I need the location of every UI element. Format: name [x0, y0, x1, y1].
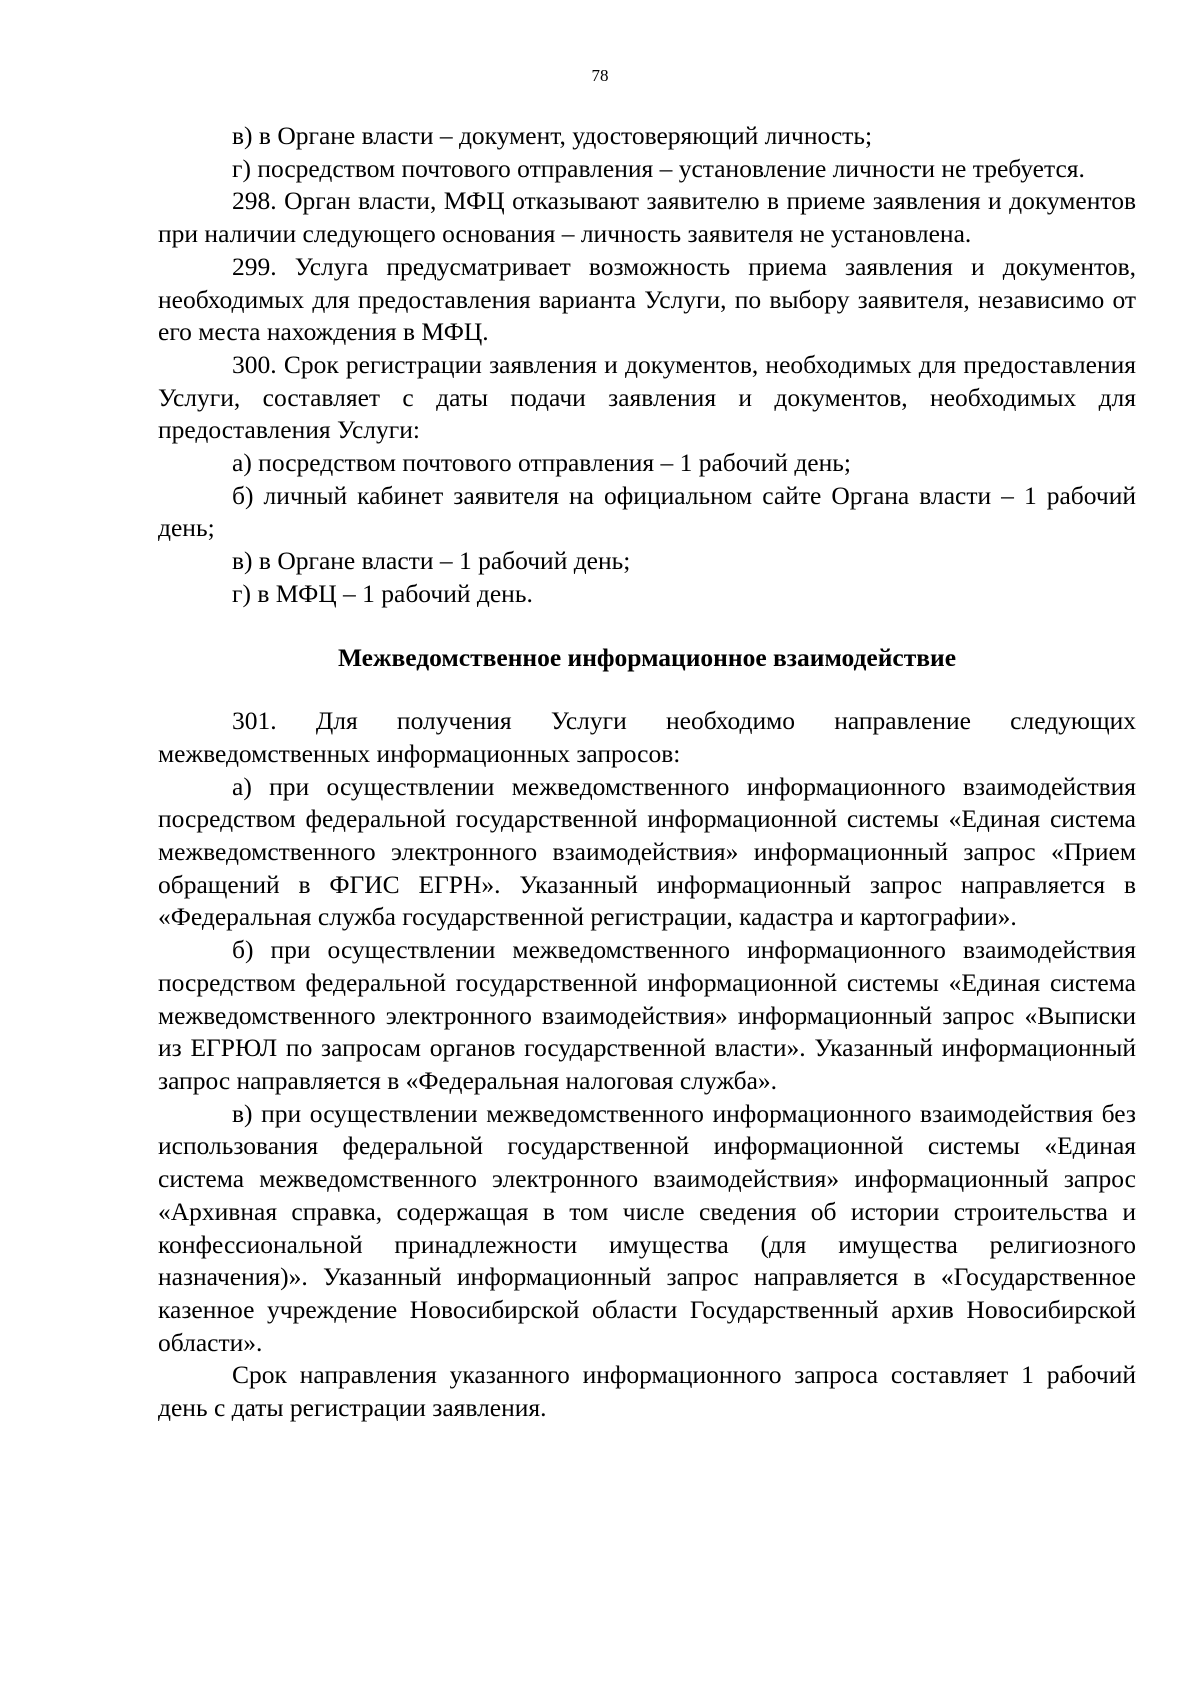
paragraph: г) посредством почтового отправления – установление личности не требуется. [232, 153, 1085, 183]
paragraph: б) личный кабинет заявителя на официальном сайте Органа власти – 1 рабочий день; [158, 480, 1136, 543]
page-number: 78 [591, 66, 609, 85]
paragraph: в) в Органе власти – документ, удостоверяющий личность; [232, 121, 873, 150]
paragraph: 298. Орган власти, МФЦ отказывают заявителю в приеме заявления и документов при наличии следующего основания – личность заявителя не установлена. [158, 186, 1136, 249]
paragraph: 299. Услуга предусматривает возможность приема заявления и документов, необходимых для предоставления варианта Услуги, по выбору заявителя, независимо от его места нахождения в МФЦ. [158, 251, 1136, 347]
section-heading: Межведомственное информационное взаимодействие [337, 642, 957, 672]
paragraph: б) при осуществлении межведомственного информационного взаимодействия посредством федеральной государственной информационной системы «Единая система межведомственного электронного взаимодействия» информационный запрос «Выписки из ЕГРЮЛ по запросам органов государственной власти». Указанный информационный запрос направляется в «Федеральная налоговая служба». [158, 935, 1136, 1095]
paragraph: 301. Для получения Услуги необходимо направление следующих межведомственных информационных запросов: [158, 706, 1136, 768]
paragraph: в) в Органе власти – 1 рабочий день; [232, 546, 631, 576]
paragraph: Срок направления указанного информационного запроса составляет 1 рабочий день с даты регистрации заявления. [158, 1360, 1136, 1423]
paragraph: в) при осуществлении межведомственного информационного взаимодействия без использования федеральной государственной информационной системы «Единая система межведомственного электронного взаимодействия» информационный запрос «Архивная справка, содержащая в том числе сведения об истории строительства и конфессиональной принадлежности имущества (для имущества религиозного назначения)». Указанный информационный запрос направляется в «Государственное казенное учреждение Новосибирской области Государственный архив Новосибирской области». [158, 1098, 1136, 1357]
paragraph: г) в МФЦ – 1 рабочий день. [232, 578, 533, 608]
paragraph: а) посредством почтового отправления – 1 рабочий день; [232, 448, 851, 478]
paragraph: 300. Срок регистрации заявления и документов, необходимых для предоставления Услуги, составляет с даты подачи заявления и документов, необходимых для предоставления Услуги: [158, 349, 1136, 445]
document-body [158, 120, 1136, 1425]
paragraph: а) при осуществлении межведомственного информационного взаимодействия посредством федеральной государственной информационной системы «Единая система межведомственного электронного взаимодействия» информационный запрос «Прием обращений в ФГИС ЕГРН». Указанный информационный запрос направляется в «Федеральная служба государственной регистрации, кадастра и картографии». [158, 771, 1136, 932]
